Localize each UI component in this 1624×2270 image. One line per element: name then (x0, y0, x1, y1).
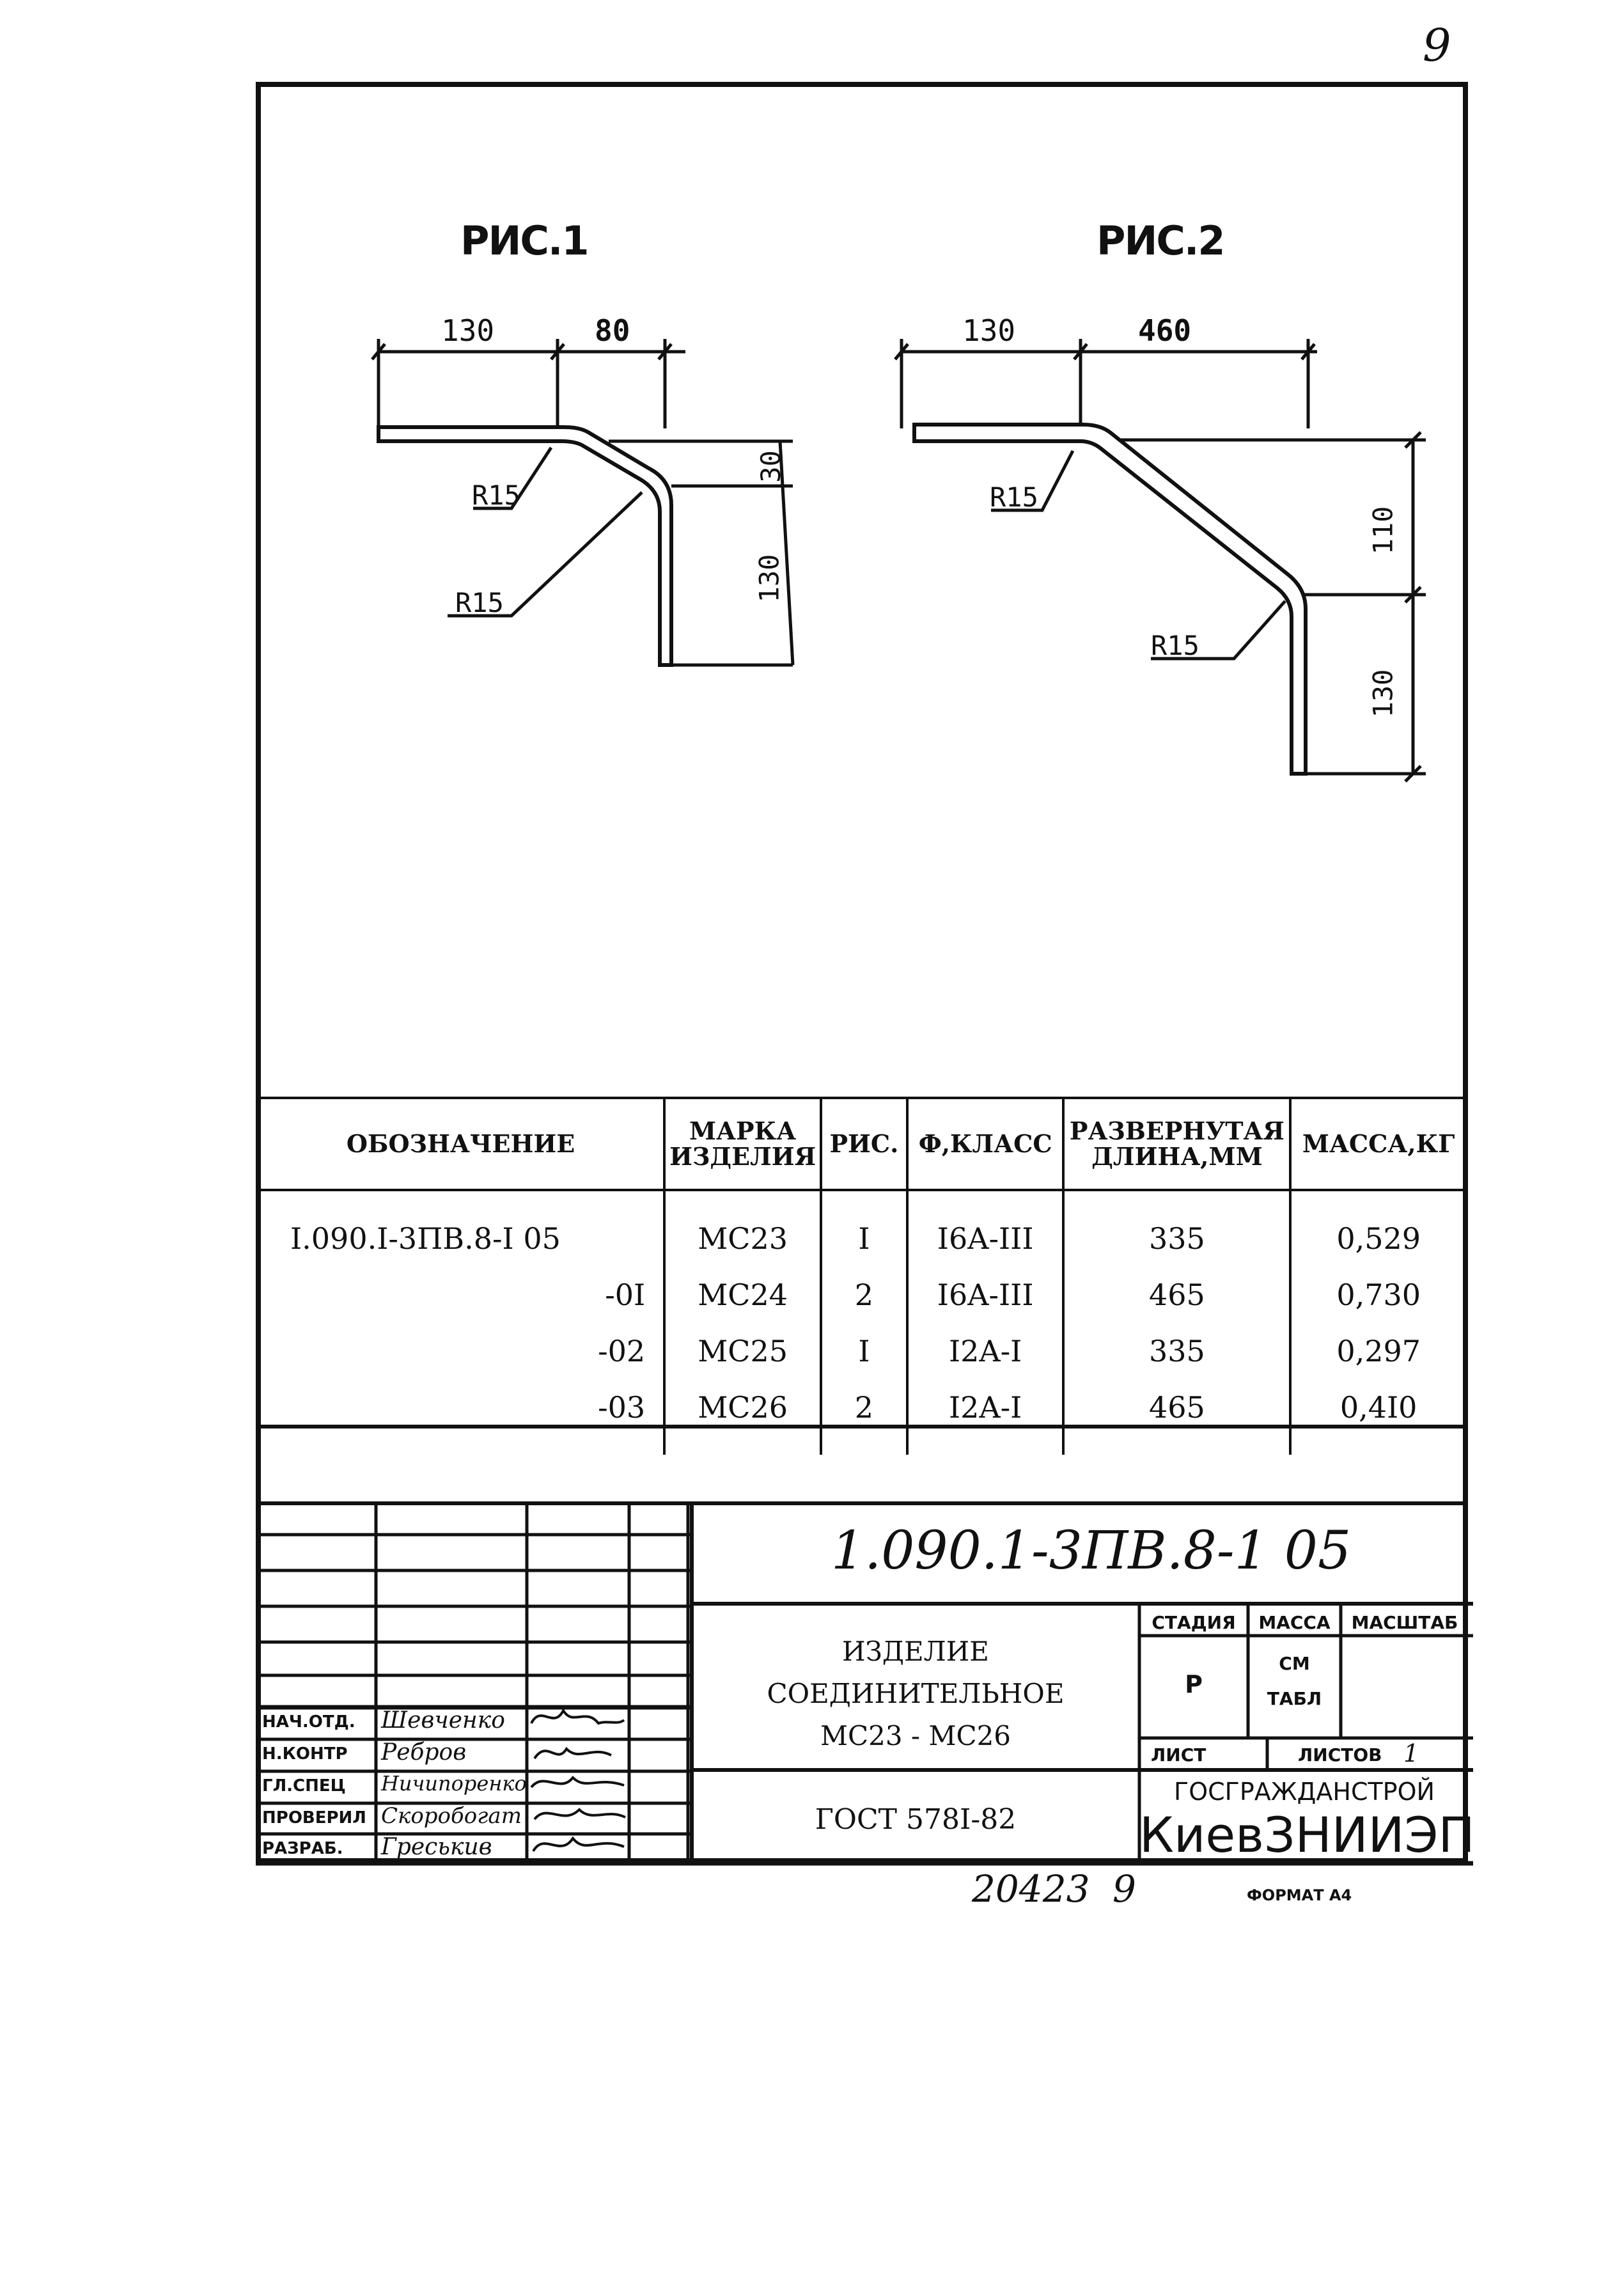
col-header-designation: ОБОЗНАЧЕНИЕ (257, 1098, 664, 1190)
cell-class: I6A-III (907, 1190, 1064, 1267)
footer-sheet-number: 9 (1113, 1867, 1136, 1911)
cell-designation: -0I (257, 1267, 664, 1323)
fig2-radius-label-a: R15 (990, 481, 1038, 513)
fig1-bar (379, 427, 671, 665)
col-header-mass: МАССА,КГ (1290, 1098, 1467, 1190)
table-row (257, 1323, 1467, 1379)
product-name-line-3: МС23 - МС26 (820, 1720, 1011, 1751)
signer-role: РАЗРАБ. (262, 1839, 343, 1858)
cell-mark: МС26 (664, 1379, 821, 1455)
signer-name: Ребров (381, 1739, 467, 1765)
signatures (528, 1701, 630, 1867)
sheets-label: ЛИСТОВ (1298, 1744, 1382, 1765)
format-label: ФОРМАТ А4 (1247, 1886, 1352, 1904)
stage-header: СТАДИЯ (1152, 1612, 1236, 1633)
fig1-dim-130v: 130 (753, 554, 785, 603)
corner-page-number: 9 (1423, 19, 1451, 72)
signature-5 (533, 1838, 624, 1851)
cell-mark: МС23 (664, 1190, 821, 1267)
fig2-bar (914, 425, 1306, 774)
cell-designation: -02 (257, 1323, 664, 1379)
stage-value: Р (1185, 1670, 1203, 1698)
specification-table (256, 1097, 1468, 1455)
signer-name: Скоробогат (381, 1803, 522, 1829)
signer-name: Ничипоренко (381, 1771, 527, 1796)
product-name-line-2: СОЕДИНИТЕЛЬНОЕ (767, 1678, 1065, 1709)
cell-length: 335 (1063, 1190, 1290, 1267)
col-header-class: Ф,КЛАСС (907, 1098, 1064, 1190)
signature-3 (531, 1778, 624, 1787)
fig1-dim-80: 80 (595, 313, 630, 348)
fig2-dim-460: 460 (1138, 313, 1192, 348)
col-header-mark: МАРКА ИЗДЕЛИЯ (664, 1098, 821, 1190)
signature-1 (531, 1710, 624, 1723)
signer-role: НАЧ.ОТД. (262, 1712, 355, 1732)
figure-1-title: РИС.1 (460, 217, 588, 264)
fig2-dim-110: 110 (1367, 506, 1399, 555)
table-row (257, 1267, 1467, 1323)
scale-header: МАСШТАБ (1351, 1612, 1458, 1633)
sheet-label: ЛИСТ (1151, 1744, 1206, 1765)
product-name (692, 1631, 1139, 1757)
table-row (257, 1379, 1467, 1455)
signer-name: Греськив (381, 1834, 492, 1860)
cell-class: I2A-I (907, 1379, 1064, 1455)
signature-2 (535, 1749, 611, 1758)
cell-fig: 2 (821, 1267, 907, 1323)
sheets-value: 1 (1403, 1739, 1419, 1767)
cell-fig: 2 (821, 1379, 907, 1455)
signer-role: ГЛ.СПЕЦ (262, 1776, 346, 1796)
fig2-dim-130v: 130 (1367, 669, 1399, 718)
cell-mass: 0,297 (1290, 1323, 1467, 1379)
fig1-radius-label-a: R15 (472, 480, 520, 511)
mass-value-2: ТАБЛ (1267, 1688, 1322, 1709)
cell-mass: 0,529 (1290, 1190, 1467, 1267)
col-header-length: РАЗВЕРНУТАЯ ДЛИНА,ММ (1063, 1098, 1290, 1190)
signer-role: Н.КОНТР (262, 1744, 348, 1764)
col-header-fig: РИС. (821, 1098, 907, 1190)
cell-class: I2A-I (907, 1323, 1064, 1379)
cell-mark: МС24 (664, 1267, 821, 1323)
fig1-radius-label-b: R15 (455, 587, 504, 618)
archive-number: 20423 (972, 1867, 1090, 1911)
institute-name: КиевЗНИИЭП (1139, 1806, 1475, 1863)
cell-fig: I (821, 1323, 907, 1379)
fig2-radius-label-b: R15 (1151, 630, 1199, 661)
figure-2-title: РИС.2 (1097, 217, 1224, 264)
product-name-line-1: ИЗДЕЛИЕ (842, 1636, 989, 1667)
cell-fig: I (821, 1190, 907, 1267)
signer-role: ПРОВЕРИЛ (262, 1808, 366, 1828)
mass-value-1: СМ (1279, 1653, 1310, 1674)
table-bottom-rule (256, 1425, 1468, 1429)
standard-ref: ГОСТ 578I-82 (815, 1803, 1017, 1836)
cell-designation: -03 (257, 1379, 664, 1455)
organization-name: ГОСГРАЖДАНСТРОЙ (1174, 1778, 1435, 1806)
signer-name: Шевченко (381, 1707, 505, 1734)
mass-header: МАССА (1258, 1612, 1331, 1633)
cell-mass: 0,730 (1290, 1267, 1467, 1323)
figures-drawing (256, 288, 1468, 927)
cell-mark: МС25 (664, 1323, 821, 1379)
cell-length: 465 (1063, 1267, 1290, 1323)
table-header-row (257, 1098, 1467, 1190)
cell-designation: I.090.I-3ПВ.8-I 05 (257, 1190, 664, 1267)
doc-code: 1.090.1-3ПВ.8-1 05 (831, 1521, 1352, 1581)
fig1-dim-30: 30 (754, 450, 786, 483)
table-row (257, 1190, 1467, 1267)
fig1-dim-130: 130 (441, 313, 495, 348)
cell-length: 335 (1063, 1323, 1290, 1379)
cell-length: 465 (1063, 1379, 1290, 1455)
cell-class: I6A-III (907, 1267, 1064, 1323)
cell-mass: 0,4I0 (1290, 1379, 1467, 1455)
fig2-dim-130: 130 (962, 313, 1016, 348)
signature-4 (535, 1810, 625, 1819)
